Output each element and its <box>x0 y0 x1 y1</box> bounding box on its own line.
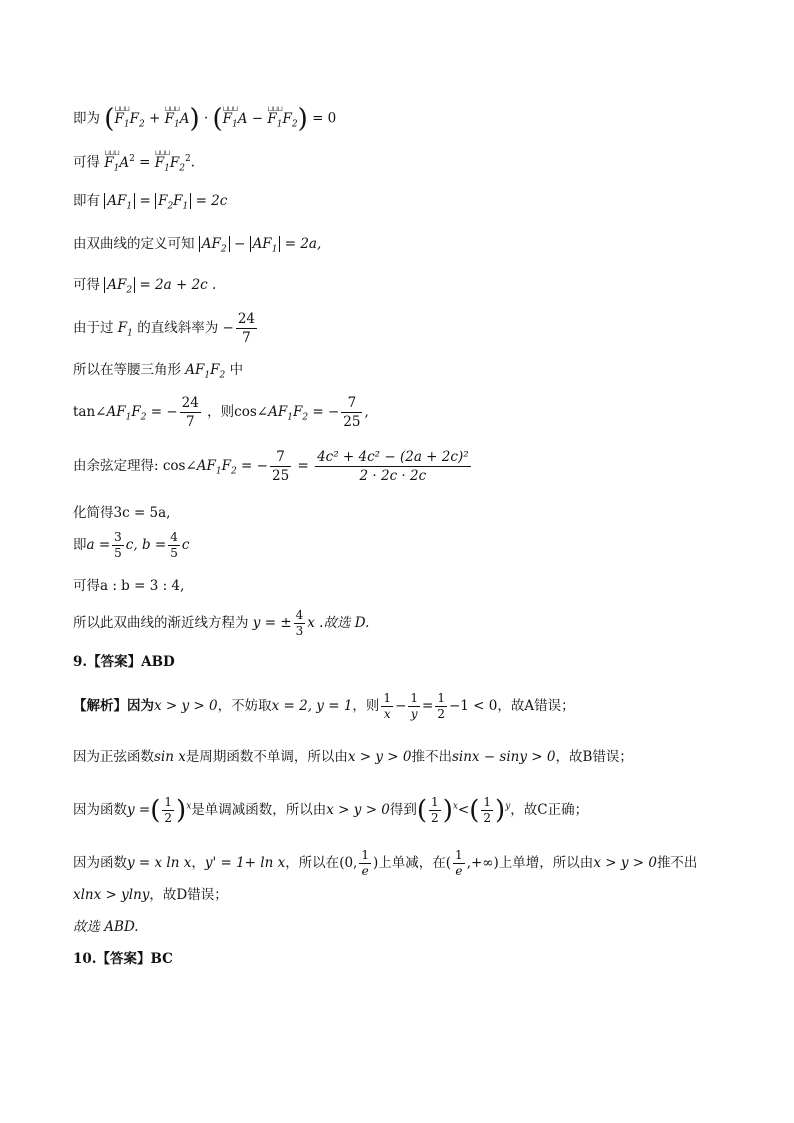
line-4: 由双曲线的定义可知 $AF_2 - AF_1 = 2a$, <box>73 236 322 255</box>
line-8: $\tan\angle AF_1F_2$ = − $\frac{24}{7}$ ，则$\cos\angle AF_1F_2$ = − $\frac{7}{25}$ , <box>73 395 369 430</box>
line-3: 即有 $AF_1 = F_2F_1 = 2c$ <box>73 193 228 212</box>
fraction: $\frac{3}{5}$ <box>114 530 122 560</box>
text: 即有 <box>73 193 100 209</box>
fraction: $\frac{7}{25}$ <box>343 395 361 430</box>
line-1: 即为 (⊔⊔⊔ $F_1F_2$ + ⊔⊔⊔ $F_1A$) · (⊔⊔⊔ $F_1A$ − ⊔⊔⊔ $F_1F_2) = 0$ <box>73 106 336 133</box>
q9-option-c: 因为函数y =( $\frac{1}{2}$ )$^x$是单调减函数，所以由x > y > 0得到( $\frac{1}{2}$ )$^x$<( $\frac{1}{2}$ )$^y$，故C正确； <box>73 795 589 826</box>
line-13: 所以此双曲线的渐近线方程为 y = ± $\frac{4}{3}$ x .故选 D. <box>73 608 370 638</box>
fraction: $\frac{4}{5}$ <box>170 530 178 560</box>
text: 9.【答案】ABD <box>73 654 175 670</box>
text: 可得 <box>73 154 100 171</box>
line-9: 由余弦定理得: $\cos\angle AF_1F_2$ = − $\frac{7}{25}$ = $\frac{\text{4c² + 4c² − (2a + 2c)²}}{2 \cdot 2c \cdot 2c}$ <box>73 449 469 484</box>
line-12 <box>73 577 184 595</box>
text: 由余弦定理得: <box>73 458 159 474</box>
fraction: $\frac{4}{3}$ <box>295 608 304 638</box>
line-7: 所以在等腰三角形 $AF_1F_2$ 中 <box>73 362 244 381</box>
fraction: $\frac{1}{y}$ <box>410 691 419 721</box>
text: 由于过 <box>73 320 114 336</box>
q9-conclusion: 故选 ABD. <box>73 919 139 935</box>
q9-option-d-cont: xlnx > ylny，故D错误； <box>73 887 228 903</box>
line-5: 可得 $AF_2 = 2a + 2c$ . <box>73 277 217 296</box>
text: = 2a + 2c . <box>139 277 217 293</box>
text: 的直线斜率为 <box>137 320 219 336</box>
text: 可得a : b = 3 : 4, <box>73 578 185 594</box>
line-10 <box>73 504 170 522</box>
text: tan∠ <box>73 404 107 420</box>
text: 即为 <box>73 110 100 127</box>
text: 由双曲线的定义可知 <box>73 236 195 252</box>
text: = 2a, <box>284 236 322 252</box>
fraction: $\frac{\text{4c² + 4c² − (2a + 2c)²}}{2 \cdot 2c \cdot 2c}$ <box>317 449 469 484</box>
fraction: $\frac{7}{25}$ <box>271 449 290 484</box>
q9-answer <box>73 653 175 671</box>
text: 所以在等腰三角形 <box>73 362 181 378</box>
text: 所以此双曲线的渐近线方程为 <box>73 615 249 631</box>
q10-answer: 10.【答案】BC <box>73 951 173 967</box>
line-2: 可得 ⊔⊔⊔ $F_1A^2$ = ⊔⊔⊔ $F_1F_2^2$. <box>73 150 195 177</box>
line-6: 由于过 $F_1$ 的直线斜率为 − $\frac{24}{7}$ <box>73 311 255 346</box>
fraction: $\frac{1}{x}$ <box>383 691 392 721</box>
text: 【解析】因为 <box>73 698 154 714</box>
q9-option-b: 因为正弦函数sin x是周期函数不单调，所以由x > y > 0推不出sinx − siny > 0，故B错误； <box>73 749 633 765</box>
text: 中 <box>229 362 244 378</box>
text: . <box>190 154 196 171</box>
text: = 2c <box>195 193 228 209</box>
text: 即 <box>73 537 87 553</box>
text: 化简得3c = 5a, <box>73 505 171 521</box>
fraction: $\frac{24}{7}$ <box>181 395 199 430</box>
fraction: $\frac{24}{7}$ <box>237 311 255 346</box>
line-11: 即a = $\frac{3}{5}$ c, b = $\frac{4}{5}$ c <box>73 530 190 560</box>
fraction: $\frac{1}{2}$ <box>437 691 445 721</box>
text: ，则cos∠ <box>207 404 269 420</box>
q9-option-d: 因为函数y = x ln x，y' = 1+ ln x，所以在(0, $\frac{1}{e}$ )上单减，在( $\frac{1}{e}$ ,+∞)上单增，所以由x > y > 0推不出 <box>73 848 698 878</box>
q9-explanation-line: 【解析】因为x > y > 0，不妨取x = 2, y = 1，则 $\frac{1}{x}$ − $\frac{1}{y}$ = $\frac{1}{2}$ −1 < 0，故A错误； <box>73 691 575 721</box>
text: = 0 <box>312 110 337 127</box>
text: 可得 <box>73 277 100 293</box>
